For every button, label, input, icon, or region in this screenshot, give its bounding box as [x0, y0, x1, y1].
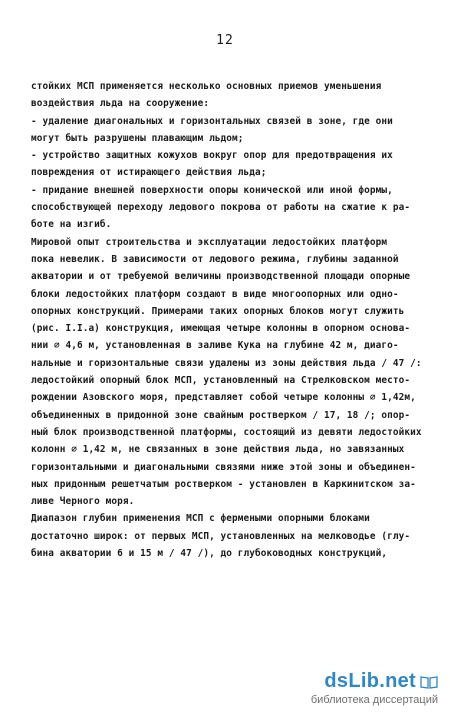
- page-number: 12: [216, 33, 234, 48]
- text-line: способствующей переходу ледового покрова от работы на сжатие к ра-: [31, 202, 411, 214]
- watermark-logo: dsLib.net: [324, 670, 416, 692]
- watermark[interactable]: [311, 670, 438, 706]
- text-line: ливе Черного моря.: [31, 496, 135, 508]
- text-line: акватории и от требуемой величины производственной площади опорные: [31, 271, 411, 283]
- text-line: стойких МСП применяется несколько основных приемов уменьшения: [31, 81, 382, 92]
- text-line: бина акватории 6 и 15 м / 47 /), до глубоководных конструкций,: [31, 548, 388, 560]
- book-icon: [420, 675, 438, 689]
- text-line: пока невелик. В зависимости от ледового режима, глубины заданной: [31, 253, 399, 265]
- text-line: горизонтальными и диагональными связями ниже этой зоны и объединен-: [31, 461, 416, 473]
- text-line: нальные и горизонтальные связи удалены из зоны действия льда / 47 /:: [31, 357, 422, 369]
- text-line: блоки ледостойких платформ создают в виде многоопорных или одно-: [31, 288, 399, 300]
- text-line: - устройство защитных кожухов вокруг опор для предотвращения их: [31, 150, 393, 162]
- text-line: - удаление диагональных и горизонтальных связей в зоне, где они: [31, 115, 393, 127]
- watermark-tagline: библиотека диссертаций: [310, 694, 438, 706]
- text-line: Мировой опыт строительства и эксплуатации ледостойких платформ: [31, 236, 388, 248]
- text-line: достаточно широк: от первых МСП, установленных на мелководье (глу-: [31, 530, 411, 542]
- text-line: повреждения от истирающего действия льда;: [31, 167, 267, 179]
- text-line: колонн ∅ 1,42 м, не связанных в зоне действия льда, но завязанных: [31, 444, 405, 456]
- text-line: ный блок производственной платформы, состоящий из девяти ледостойких: [31, 426, 422, 438]
- text-line: ледостойкий опорный блок МСП, установленный на Стрелковском место-: [31, 375, 411, 387]
- text-line: Диапазон глубин применения МСП с фермеными опорными блоками: [31, 513, 370, 525]
- text-line: рождении Азовского моря, представляет собой четыре колонны ∅ 1,42м,: [31, 392, 416, 404]
- text-line: опорных конструкций. Примерами таких опорных блоков могут служить: [31, 305, 405, 317]
- body-text: [31, 78, 439, 562]
- text-line: (рис. I.I.a) конструкция, имеющая четыре колонны в опорном основа-: [31, 323, 411, 335]
- text-line: боте на изгиб.: [31, 219, 112, 231]
- text-line: ных придонным решетчатым ростверком - установлен в Каркинитском за-: [31, 478, 416, 490]
- text-line: могут быть разрушены плавающим льдом;: [31, 132, 244, 144]
- text-line: объединенных в придонной зоне свайным ростверком / 17, 18 /; опор-: [31, 409, 411, 421]
- text-line: - придание внешней поверхности опоры конической или иной формы,: [31, 184, 393, 196]
- watermark-logo-row: [311, 670, 438, 693]
- text-line: нии ∅ 4,6 м, установленная в заливе Кука на глубине 42 м, диаго-: [31, 340, 399, 352]
- text-line: воздействия льда на сооружение:: [31, 98, 210, 110]
